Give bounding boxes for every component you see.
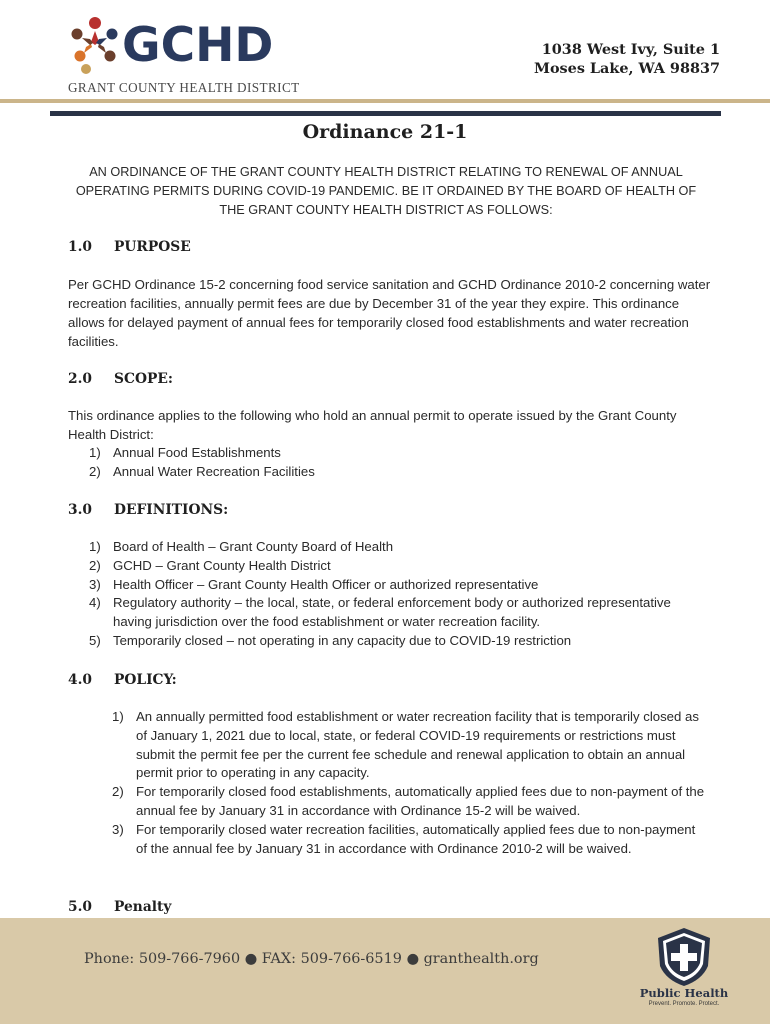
- section-title: PURPOSE: [114, 239, 191, 255]
- logo-wordmark: GCHD: [122, 18, 274, 73]
- section-title: Penalty: [114, 899, 172, 915]
- list-item: 2) Annual Water Recreation Facilities: [89, 463, 315, 479]
- scope-paragraph: This ordinance applies to the following who hold an annual permit to operate issued by the Grant County Health District:: [68, 408, 677, 442]
- gchd-logo: [66, 14, 316, 98]
- definitions-list: [89, 538, 709, 651]
- section-title: POLICY:: [114, 672, 177, 688]
- list-item: 2) GCHD – Grant County Health District: [89, 557, 331, 573]
- list-item: 3) For temporarily closed water recreation facilities, automatically applied fees due to non-payment of the annual fee by January 31 in accordance with Ordinance 2010-2 will be waived.: [112, 821, 696, 856]
- people-circle-icon: [66, 14, 124, 74]
- list-item: 1) Board of Health – Grant County Board of Health: [89, 539, 394, 554]
- ordinance-preamble: AN ORDINANCE OF THE GRANT COUNTY HEALTH DISTRICT RELATING TO RENEWAL OF ANNUAL OPERATING PERMITS DURING COVID-19 PANDEMIC. BE IT ORDAINED BY THE BOARD OF HEALTH OF THE GRANT COUNTY HEALTH DISTRICT AS FOLLOWS:: [75, 165, 697, 217]
- public-health-label: Public Health: [639, 986, 729, 1000]
- section-title: SCOPE:: [114, 371, 173, 387]
- list-item: 3) Health Officer – Grant County Health Officer or authorized representative: [89, 576, 539, 592]
- section-number: 4.0: [68, 672, 93, 688]
- section-heading-policy: [68, 671, 177, 689]
- section-number: 5.0: [68, 899, 93, 915]
- list-item: 1) Annual Food Establishments: [89, 445, 281, 460]
- address-block: [534, 40, 720, 78]
- list-item: 5) Temporarily closed – not operating in any capacity due to COVID-19 restriction: [89, 632, 572, 648]
- section-number: 3.0: [68, 502, 93, 518]
- section-heading-purpose: [68, 238, 191, 256]
- section-heading-penalty: [68, 898, 171, 916]
- section-heading-definitions: [68, 501, 228, 519]
- address-line-2: Moses Lake, WA 98837: [534, 60, 720, 77]
- document-title: Ordinance 21-1: [302, 121, 468, 143]
- section-number: 2.0: [68, 371, 93, 387]
- section-number: 1.0: [68, 239, 93, 255]
- list-item: 1) An annually permitted food establishment or water recreation facility that is temporarily closed as of January 1, 2021 due to local, state, or federal COVID-19 requirements or restrictions must submit the permit fee per the current fee schedule and renewal application to obtain an annual permit prior to operating in any capacity.: [112, 709, 699, 781]
- footer-contact-line: Phone: 509-766-7960 ● FAX: 509-766-6519 ● granthealth.org: [84, 951, 539, 967]
- policy-list: [112, 708, 706, 858]
- list-item: 4) Regulatory authority – the local, state, or federal enforcement body or authorized representative having jurisdiction over the food establishment or water recreation facility.: [89, 595, 671, 630]
- scope-list: [89, 444, 709, 482]
- section-heading-scope: [68, 370, 173, 388]
- logo-subtitle: GRANT COUNTY HEALTH DISTRICT: [68, 80, 300, 95]
- purpose-paragraph: Per GCHD Ordinance 15-2 concerning food service sanitation and GCHD Ordinance 2010-2 concerning water recreation facilities, annually permit fees are due by December 31 of the year they expire. This ordinance allows for delayed payment of annual fees for temporarily closed food establishments and water recreation facilities.: [68, 277, 711, 349]
- public-health-tagline: Prevent. Promote. Protect.: [648, 1001, 720, 1007]
- address-line-1: 1038 West Ivy, Suite 1: [541, 41, 720, 58]
- section-title: DEFINITIONS:: [114, 502, 229, 518]
- header-rule-gold: [0, 99, 770, 103]
- header-rule-navy: [50, 111, 721, 116]
- list-item: 2) For temporarily closed food establishments, automatically applied fees due to non-payment of the annual fee by January 31 in accordance with Ordinance 15-2 will be waived.: [112, 784, 705, 818]
